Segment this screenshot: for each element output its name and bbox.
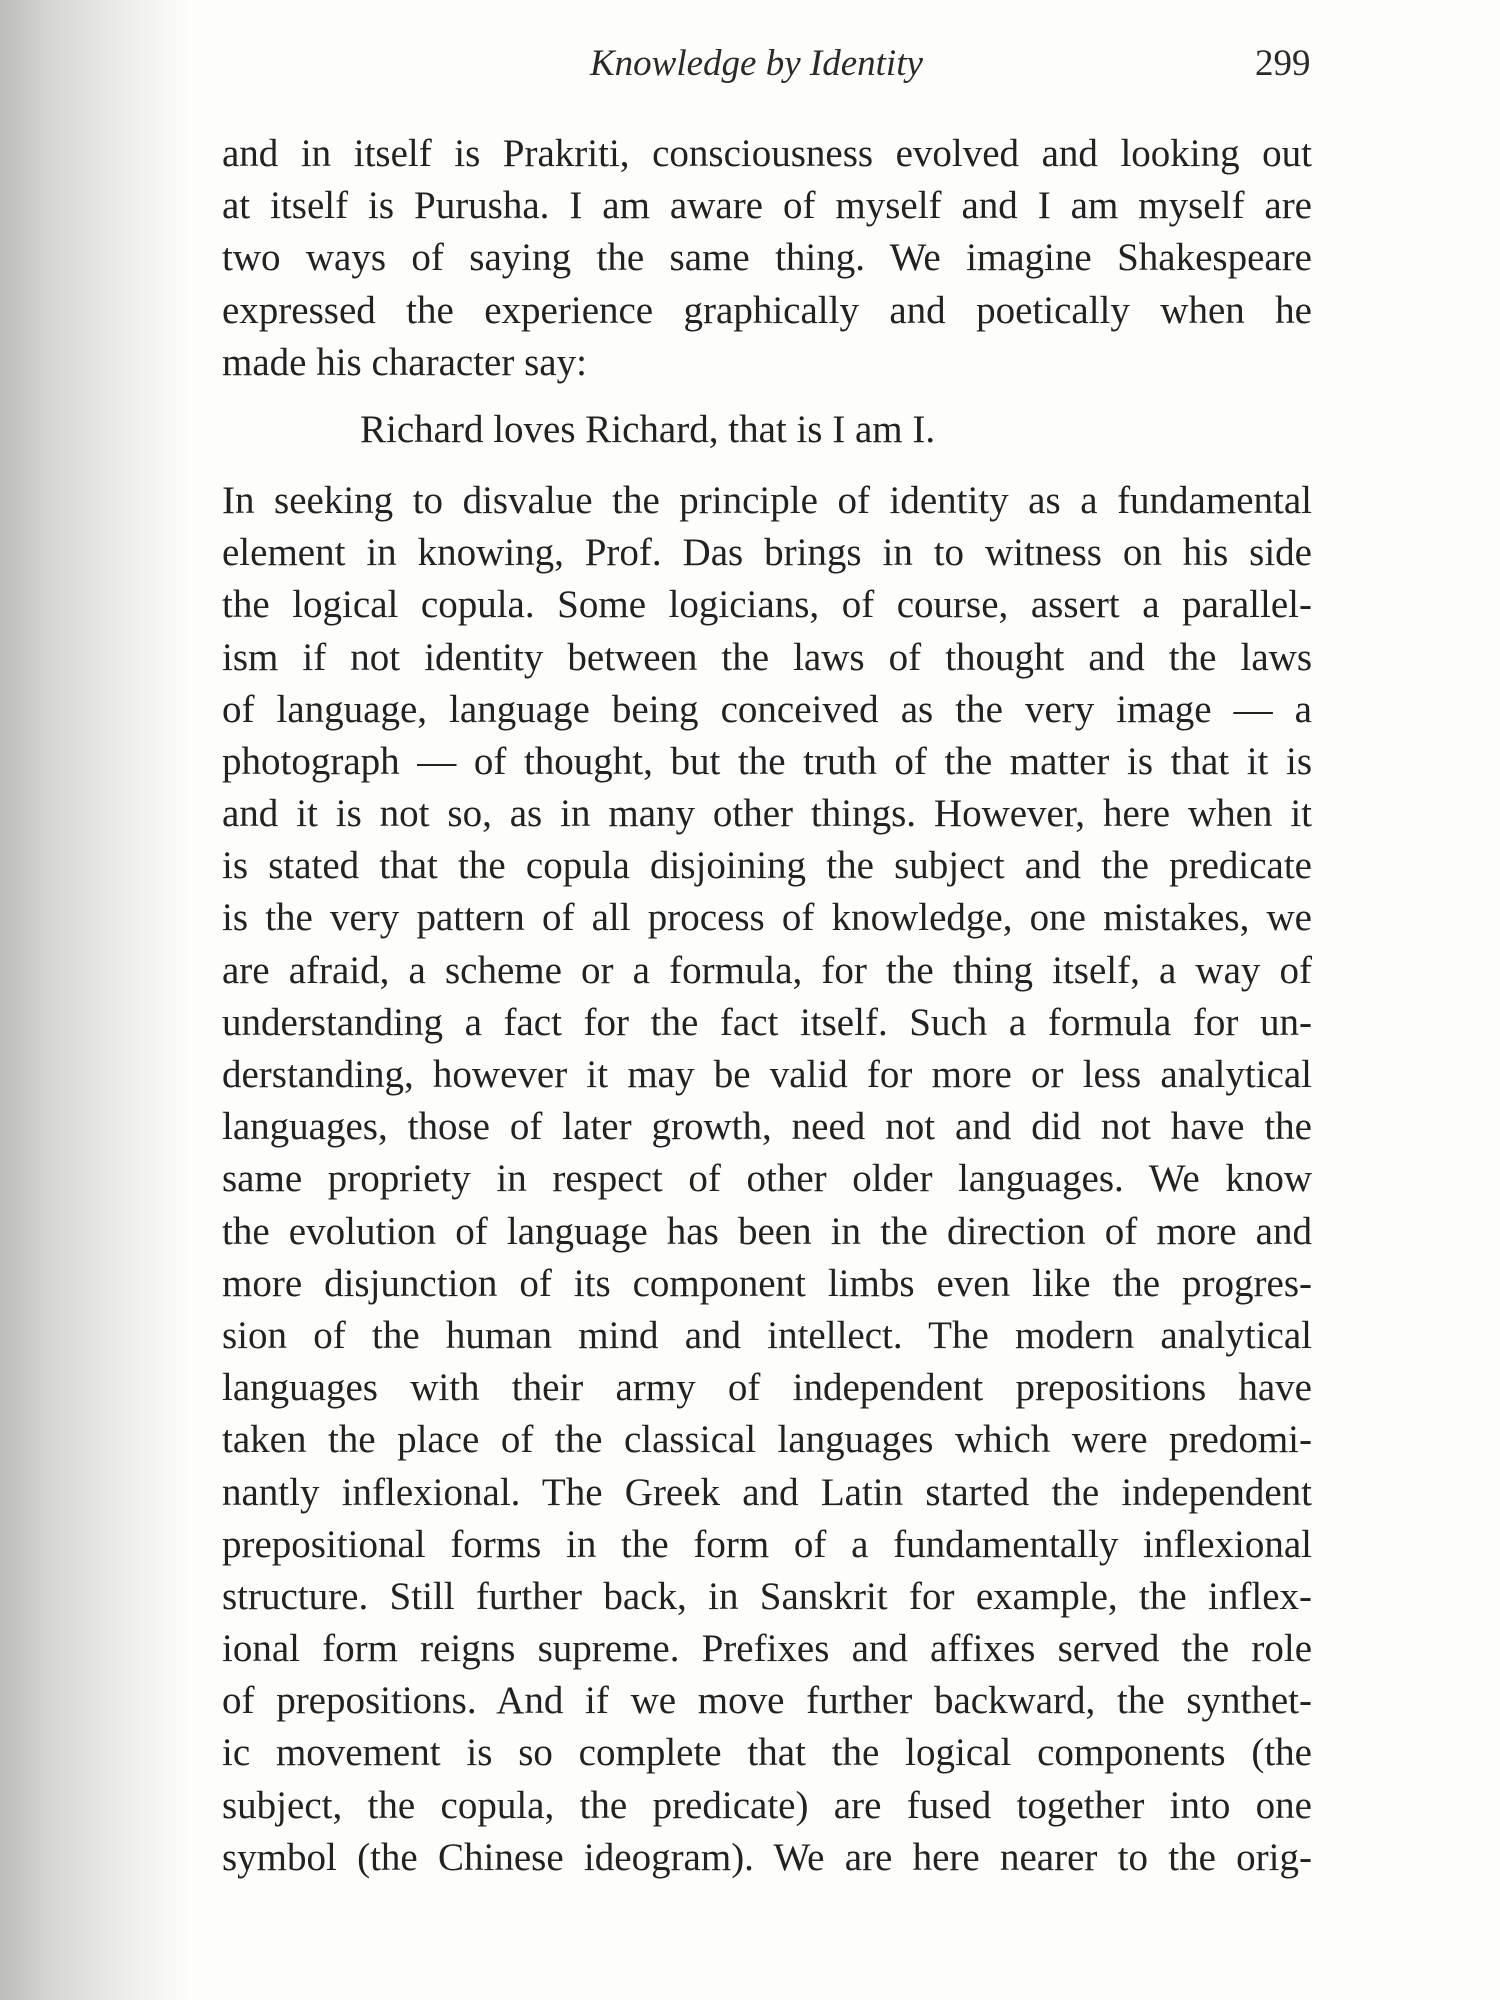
text-line: ional form reigns supreme. Prefixes and affixes served the role (222, 1627, 1312, 1671)
text-line: made his character say: (222, 340, 587, 384)
page-number: 299 (1255, 43, 1311, 84)
text-line: taken the place of the classical languages which were predomi- (222, 1418, 1312, 1462)
paragraph-2 (222, 475, 1312, 1884)
text-line: nantly inflexional. The Greek and Latin started the independent (222, 1470, 1312, 1514)
text-line: sion of the human mind and intellect. The modern analytical (222, 1313, 1312, 1357)
text-line: is the very pattern of all process of knowledge, one mistakes, we (222, 896, 1312, 940)
body-text (222, 128, 1312, 1884)
text-line: ism if not identity between the laws of thought and the laws (222, 635, 1312, 679)
text-line: is stated that the copula disjoining the subject and the predicate (222, 844, 1312, 888)
paragraph-1 (222, 128, 1312, 389)
text-line: and in itself is Prakriti, consciousness evolved and looking out (222, 132, 1312, 175)
text-line: derstanding, however it may be valid for more or less analytical (222, 1053, 1312, 1096)
text-line: at itself is Purusha. I am aware of myself and I am myself are (222, 184, 1312, 228)
text-line: expressed the experience graphically and poetically when he (222, 288, 1312, 332)
text-line: languages, those of later growth, need not and did not have the (222, 1105, 1312, 1149)
text-line: are afraid, a scheme or a formula, for the thing itself, a way of (222, 948, 1312, 992)
text-line: understanding a fact for the fact itself. Such a formula for un- (222, 1000, 1312, 1044)
text-line: photograph — of thought, but the truth of the matter is that it is (222, 739, 1312, 783)
text-line: the logical copula. Some logicians, of course, assert a parallel- (222, 583, 1312, 627)
text-line: In seeking to disvalue the principle of identity as a fundamental (222, 478, 1312, 522)
text-line: structure. Still further back, in Sanskrit for example, the inflex- (222, 1574, 1312, 1618)
text-line: prepositional forms in the form of a fundamentally inflexional (222, 1522, 1312, 1566)
running-head: Knowledge by Identity (590, 43, 923, 84)
block-quote: Richard loves Richard, that is I am I. (360, 407, 936, 451)
text-line: of language, language being conceived as the very image — a (222, 687, 1312, 731)
text-line: ic movement is so complete that the logical components (the (222, 1731, 1312, 1775)
text-line: subject, the copula, the predicate) are fused together into one (222, 1783, 1312, 1827)
text-line: the evolution of language has been in the direction of more and (222, 1209, 1312, 1253)
text-line: symbol (the Chinese ideogram). We are here nearer to the orig- (222, 1835, 1312, 1879)
text-line: element in knowing, Prof. Das brings in to witness on his side (222, 531, 1312, 575)
text-line: languages with their army of independent prepositions have (222, 1366, 1312, 1410)
text-line: two ways of saying the same thing. We imagine Shakespeare (222, 236, 1312, 280)
text-line: same propriety in respect of other older languages. We know (222, 1157, 1312, 1201)
text-line: of prepositions. And if we move further backward, the synthet- (222, 1679, 1312, 1723)
text-line: more disjunction of its component limbs even like the progres- (222, 1261, 1312, 1305)
text-line: and it is not so, as in many other things. However, here when it (222, 792, 1312, 836)
binding-shadow (0, 0, 190, 2000)
